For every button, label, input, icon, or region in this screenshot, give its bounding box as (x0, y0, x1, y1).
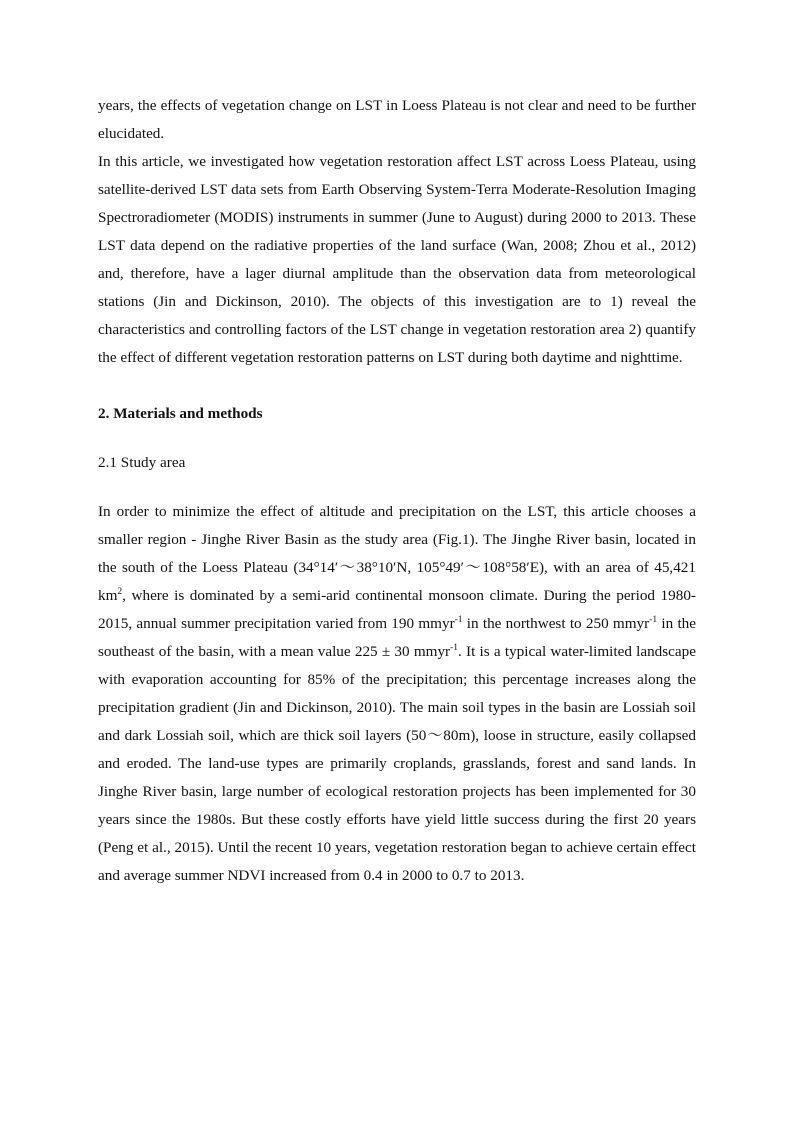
study-area-text-3: in the northwest to 250 mmyr (462, 615, 650, 632)
study-area-text-4: in the southeast of the basin, with a mean value 225 ± 30 mmyr (98, 615, 696, 660)
study-area-text-1: In order to minimize the effect of altitude and precipitation on the LST, this article chooses a smaller region - Jinghe River Basin as the study area (Fig.1). The Jinghe River basin, located in the south of the Loess Plateau (34°14′～38°10′N, 105°49′～108°58′E), with an area of 45,421 km (98, 503, 696, 604)
subsection-heading: 2.1 Study area (98, 454, 186, 471)
superscript-unit-1: -1 (454, 615, 463, 625)
intro-continuation-paragraph: years, the effects of vegetation change on LST in Loess Plateau is not clear and need to be further elucidated. (98, 97, 696, 142)
document-page (98, 92, 696, 890)
study-area-text-2: , where is dominated by a semi-arid continental monsoon climate. During the period 1980-2015, annual summer precipitation varied from 190 mmyr (98, 587, 696, 632)
study-area-paragraph (98, 498, 696, 890)
section-heading: 2. Materials and methods (98, 405, 263, 422)
superscript-km2: 2 (117, 587, 123, 597)
superscript-unit-2: -1 (649, 615, 658, 625)
intro-paragraph: In this article, we investigated how vegetation restoration affect LST across Loess Plateau, using satellite-derived LST data sets from Earth Observing System-Terra Moderate-Resolution Imaging Spectroradiometer (MODIS) instruments in summer (June to August) during 2000 to 2013. These LST data depend on the radiative properties of the land surface (Wan, 2008; Zhou et al., 2012) and, therefore, have a lager diurnal amplitude than the observation data from meteorological stations (Jin and Dickinson, 2010). The objects of this investigation are to 1) reveal the characteristics and controlling factors of the LST change in vegetation restoration area 2) quantify the effect of different vegetation restoration patterns on LST during both daytime and nighttime. (98, 153, 696, 366)
study-area-text-5: . It is a typical water-limited landscape with evaporation accounting for 85% of the precipitation; this percentage increases along the precipitation gradient (Jin and Dickinson, 2010). The main soil types in the basin are Lossiah soil and dark Lossiah soil, which are thick soil layers (50～80m), loose in structure, easily collapsed and eroded. The land-use types are primarily croplands, grasslands, forest and sand lands. In Jinghe River basin, large number of ecological restoration projects has been implemented for 30 years since the 1980s. But these costly efforts have yield little success during the first 20 years (Peng et al., 2015). Until the recent 10 years, vegetation restoration began to achieve certain effect and average summer NDVI increased from 0.4 in 2000 to 0.7 to 2013. (98, 643, 697, 884)
superscript-unit-3: -1 (450, 643, 459, 653)
